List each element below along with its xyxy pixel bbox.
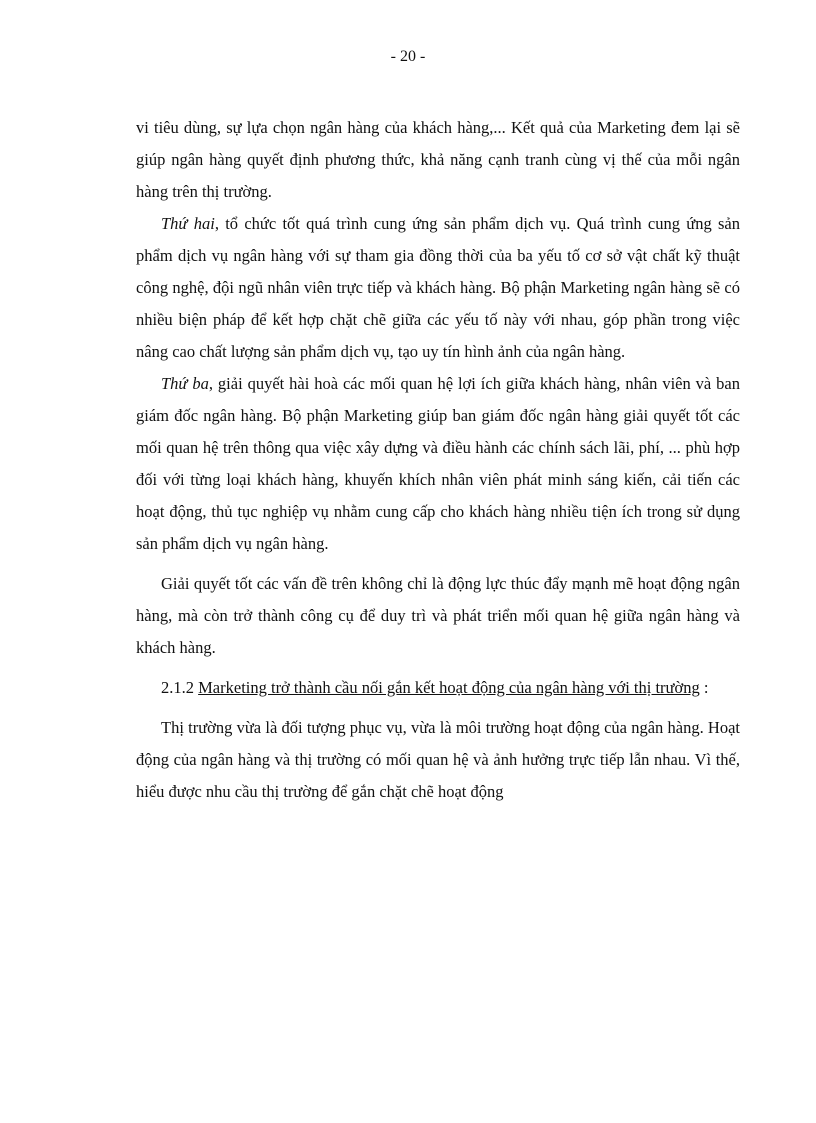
paragraph-2: [136, 208, 740, 368]
page-number: - 20 -: [390, 48, 426, 65]
paragraph-3: [136, 368, 740, 560]
section-title: Marketing trở thành cầu nối gắn kết hoạt động của ngân hàng với thị trường: [198, 678, 700, 697]
paragraph-2-lead: Thứ hai: [161, 214, 215, 233]
paragraph-1: vi tiêu dùng, sự lựa chọn ngân hàng của khách hàng,... Kết quả của Marketing đem lại sẽ giúp ngân hàng quyết định phương thức, khả năng cạnh tranh cùng vị thế của mỗi ngân hàng trên thị trường.: [136, 118, 740, 201]
paragraph-3-lead: Thứ ba: [161, 374, 209, 393]
paragraph-6: Thị trường vừa là đối tượng phục vụ, vừa là môi trường hoạt động của ngân hàng. Hoạt động của ngân hàng và thị trường có mối quan hệ và ảnh hưởng trực tiếp lẫn nhau. Vì thế, hiểu được nhu cầu thị trường để gắn chặt chẽ hoạt động: [136, 718, 740, 801]
paragraph-4: Giải quyết tốt các vấn đề trên không chỉ là động lực thúc đẩy mạnh mẽ hoạt động ngân hàng, mà còn trở thành công cụ để duy trì và phát triển mối quan hệ giữa ngân hàng và khách hàng.: [136, 574, 740, 657]
paragraph-2-text: , tổ chức tốt quá trình cung ứng sản phẩm dịch vụ. Quá trình cung ứng sản phẩm dịch vụ ngân hàng với sự tham gia đồng thời của ba yếu tố cơ sở vật chất kỹ thuật công nghệ, đội ngũ nhân viên trực tiếp và khách hàng. Bộ phận Marketing ngân hàng sẽ có nhiều biện pháp để kết hợp chặt chẽ giữa các yếu tố này với nhau, góp phần trong việc nâng cao chất lượng sản phẩm dịch vụ, tạo uy tín hình ảnh của ngân hàng.: [136, 214, 740, 361]
document-body: [136, 112, 740, 808]
section-suffix: :: [699, 678, 709, 697]
paragraph-3-text: , giải quyết hài hoà các mối quan hệ lợi ích giữa khách hàng, nhân viên và ban giám đốc ngân hàng. Bộ phận Marketing giúp ban giám đốc ngân hàng giải quyết tốt các mối quan hệ trên thông qua việc xây dựng và điều hành các chính sách lãi, phí, ... phù hợp đối với từng loại khách hàng, khuyến khích nhân viên phát minh sáng kiến, cải tiến các hoạt động, thủ tục nghiệp vụ nhằm cung cấp cho khách hàng nhiều tiện ích trong sử dụng sản phẩm dịch vụ ngân hàng.: [136, 374, 740, 553]
section-heading: [136, 672, 740, 704]
section-number: 2.1.2: [161, 678, 199, 697]
